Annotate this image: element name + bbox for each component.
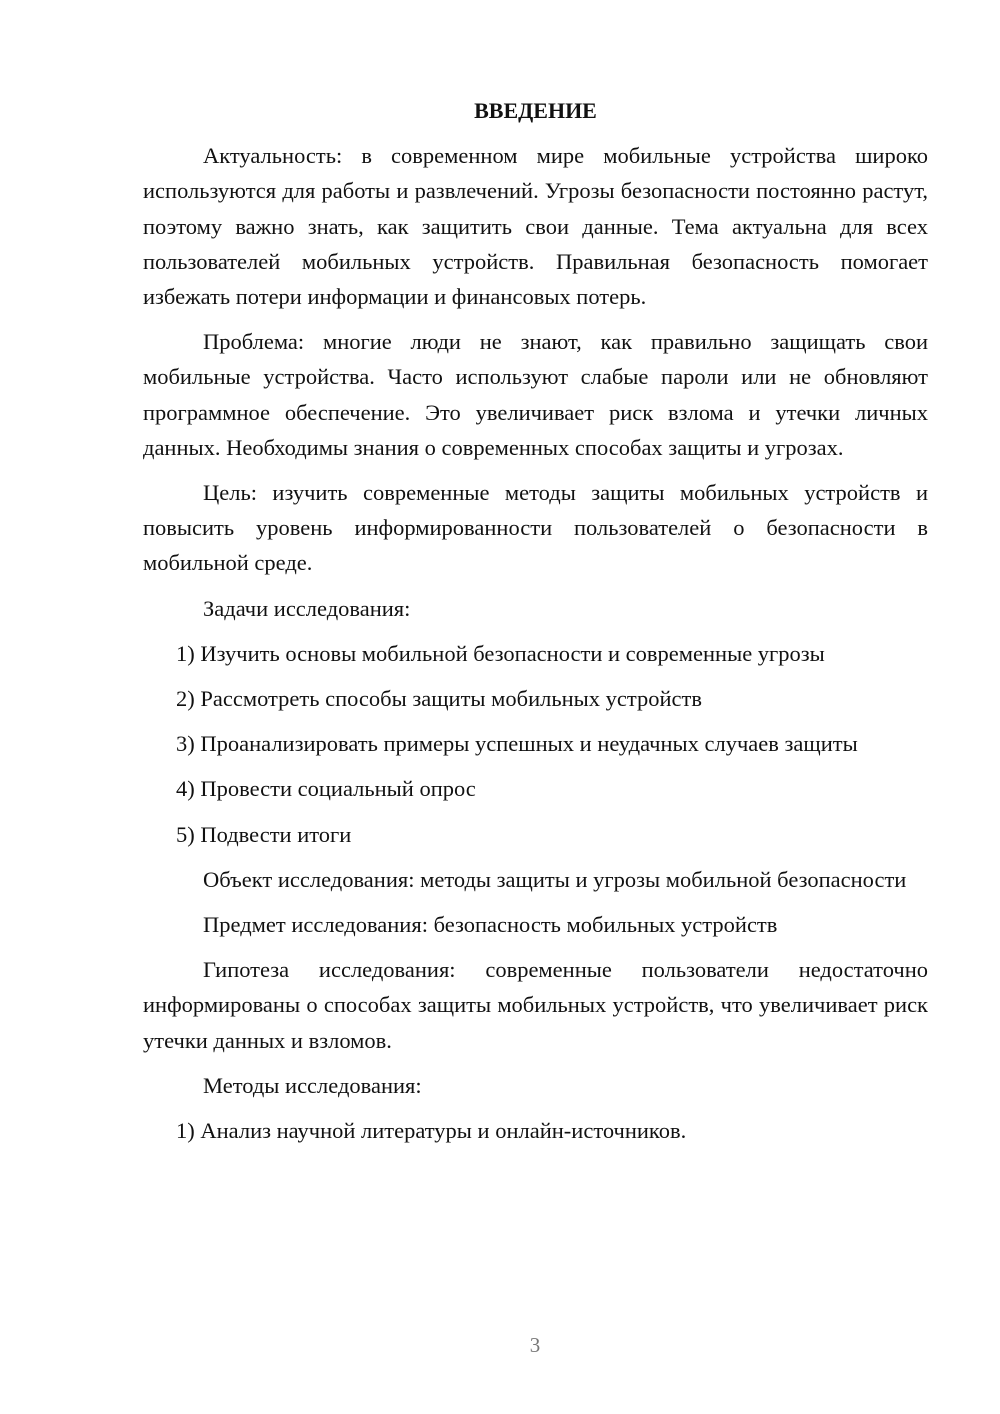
paragraph-goal: Цель: изучить современные методы защиты мобильных устройств и повысить уровень информированности пользователей о безопасности в мобильной среде. [143,480,928,576]
paragraph-subject: Предмет исследования: безопасность мобильных устройств [203,912,778,938]
paragraph-hypothesis: Гипотеза исследования: современные пользователи недостаточно информированы о способах защиты мобильных устройств, что увеличивает риск утечки данных и взломов. [143,957,928,1053]
task-item: 1) Изучить основы мобильной безопасности и современные угрозы [176,640,825,666]
tasks-heading: Задачи исследования: [203,595,411,621]
page-title: ВВЕДЕНИЕ [474,98,597,123]
paragraph-relevance: Актуальность: в современном мире мобильные устройства широко используются для работы и развлечений. Угрозы безопасности постоянно растут, поэтому важно знать, как защитить свои данные. Тема актуальна для всех пользователей мобильных устройств. Правильная безопасность помогает избежать потери информации и финансовых потерь. [143,143,928,310]
page-number: 3 [529,1333,541,1357]
task-item: 3) Проанализировать примеры успешных и неудачных случаев защиты [176,731,858,757]
task-item: 5) Подвести итоги [176,821,352,847]
task-item: 2) Рассмотреть способы защиты мобильных устройств [176,686,703,712]
paragraph-problem: Проблема: многие люди не знают, как правильно защищать свои мобильные устройства. Часто используют слабые пароли или не обновляют программное обеспечение. Это увеличивает риск взлома и утечки личных данных. Необходимы знания о современных способах защиты и угрозах. [143,329,928,460]
task-item: 4) Провести социальный опрос [176,776,476,802]
page-content [143,93,928,1158]
methods-heading: Методы исследования: [203,1072,422,1098]
method-item: 1) Анализ научной литературы и онлайн-источников. [176,1118,687,1144]
paragraph-object: Объект исследования: методы защиты и угрозы мобильной безопасности [203,866,907,892]
